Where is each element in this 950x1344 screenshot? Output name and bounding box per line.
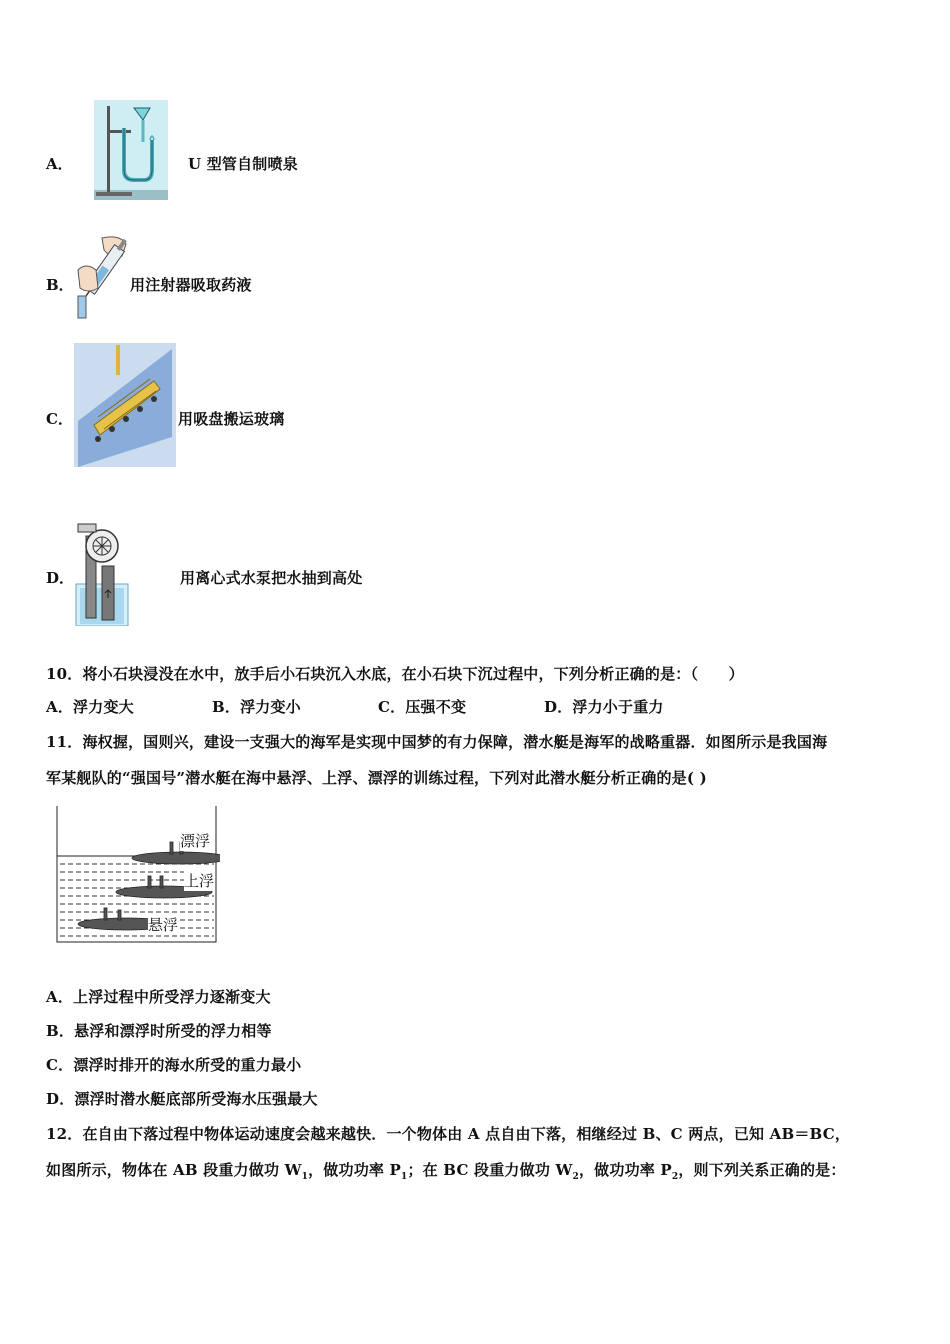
- question-10-stem: 10．将小石块浸没在水中，放手后小石块沉入水底，在小石块下沉过程中，下列分析正确的是：（ ）: [46, 665, 744, 683]
- suction-cup-glass-icon: [74, 343, 176, 467]
- q10-option-d: D．浮力小于重力: [544, 698, 664, 716]
- q11-option-b: B．悬浮和漂浮时所受的浮力相等: [46, 1022, 272, 1040]
- label-floating: 漂浮: [180, 832, 211, 850]
- label-suspended: 悬浮: [148, 916, 179, 934]
- q11-option-d: D．漂浮时潜水艇底部所受海水压强最大: [46, 1090, 318, 1108]
- q10-option-c: C．压强不变: [378, 698, 467, 716]
- q11-option-c: C．漂浮时排开的海水所受的重力最小: [46, 1056, 302, 1074]
- q10-option-b: B．浮力变小: [212, 698, 301, 716]
- syringe-icon: [72, 236, 128, 320]
- u-tube-fountain-icon: [94, 100, 168, 200]
- option-a-letter: A．: [46, 155, 73, 173]
- question-12-line2: 如图所示，物体在 AB 段重力做功 $W_1$，做功功率 $P_1$；在 BC 段重力做功 $W_2$，做功功率 $P_2$，则下列关系正确的是：: [46, 1161, 846, 1182]
- option-c-text: 用吸盘搬运玻璃: [178, 410, 285, 428]
- option-d-text: 用离心式水泵把水抽到高处: [180, 569, 363, 587]
- question-12-line1: 12．在自由下落过程中物体运动速度会越来越快．一个物体由 A 点自由下落，相继经过 B、C 两点，已知 AB＝BC，: [46, 1125, 851, 1143]
- option-c-letter: C．: [46, 410, 73, 428]
- option-d-letter: D．: [46, 569, 75, 587]
- q11-option-a: A．上浮过程中所受浮力逐渐变大: [46, 988, 271, 1006]
- centrifugal-pump-icon: [72, 522, 132, 626]
- q10-option-a: A．浮力变大: [46, 698, 134, 716]
- option-b-letter: B．: [46, 276, 74, 294]
- option-b-text: 用注射器吸取药液: [130, 276, 252, 294]
- submarine-figure: [54, 806, 220, 946]
- question-11-stem-line1: 11．海权握，国则兴，建设一支强大的海军是实现中国梦的有力保障，潜水艇是海军的战略重器．如图所示是我国海: [46, 733, 828, 751]
- question-11-stem-line2: 军某舰队的“强国号”潜水艇在海中悬浮、上浮、漂浮的训练过程，下列对此潜水艇分析正确的是( ): [46, 769, 707, 787]
- option-a-text: U 型管自制喷泉: [188, 155, 298, 173]
- label-rising: 上浮: [184, 872, 215, 890]
